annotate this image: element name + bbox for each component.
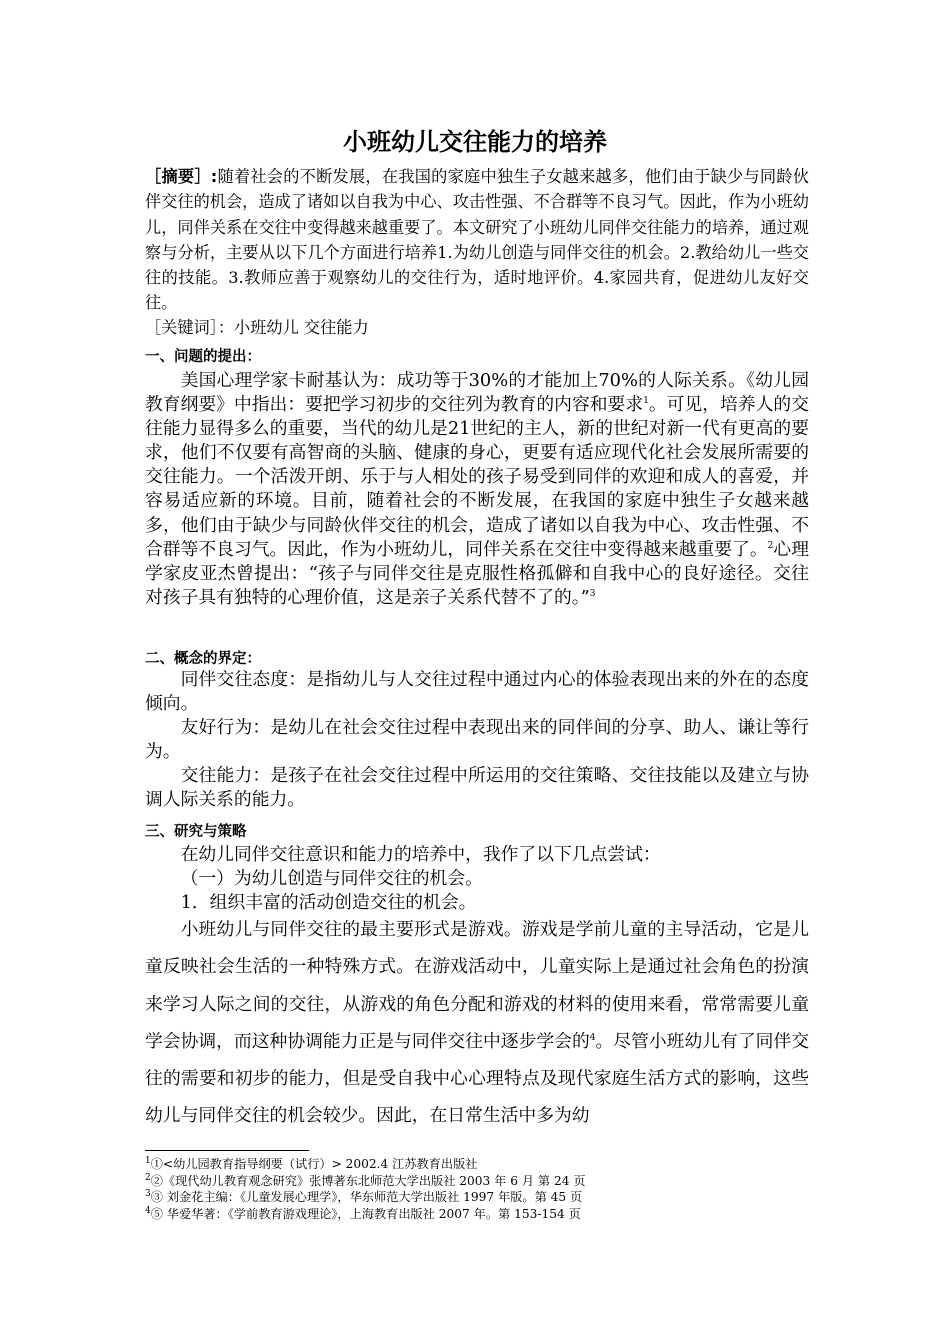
footnote-text: ⑤ 华爱华著：《学前教育游戏理论》，上海教育出版社 2007 年。第 153-154 页: [150, 1206, 581, 1221]
footnote-separator: [145, 1150, 309, 1151]
text-run: 小班幼儿与同伴交往的最主要形式是游戏。游戏是学前儿童的主导活动，它是儿童反映社会生活的一种特殊方式。在游戏活动中，儿童实际上是通过社会角色的扮演来学习人际之间的交往，从游戏的角色分配和游戏的材料的使用来看，常常需要儿童学会协调，而这种协调能力正是与同伴交往中逐步学会的: [145, 919, 809, 1052]
footnote: [145, 1156, 825, 1173]
keywords: [145, 316, 809, 340]
abstract: [145, 164, 809, 316]
abstract-text: 随着社会的不断发展，在我国的家庭中独生子女越来越多，他们由于缺少与同龄伙伴交往的机会，造成了诸如以自我为中心、攻击性强、不合群等不良习气。因此，作为小班幼儿，同伴关系在交往中变得越来越重要了。本文研究了小班幼儿同伴交往能力的培养，通过观察与分析，主要从以下几个方面进行培养1.为幼儿创造与同伴交往的机会。2.教给幼儿一些交往的技能。3.教师应善于观察幼儿的交往行为，适时地评价。4.家园共育，促进幼儿友好交往。: [145, 167, 809, 313]
footnotes: [145, 1156, 825, 1222]
paragraph: 同伴交往态度：是指幼儿与人交往过程中通过内心的体验表现出来的外在的态度倾向。: [145, 669, 809, 715]
footnote: [145, 1206, 825, 1223]
footnote-text: ②《现代幼儿教育观念研究》张博著东北师范大学出版社 2003 年 6 月 第 24 页: [150, 1173, 586, 1188]
footnote-mark: 2: [145, 1172, 151, 1183]
footnote-ref[interactable]: 1: [643, 396, 649, 407]
footnote-text: ①<幼儿园教育指导纲要（试行）> 2002.4 江苏教育出版社: [150, 1157, 478, 1171]
section-heading-1: 一、问题的提出：: [145, 349, 261, 365]
text-run: 美国心理学家卡耐基认为：成功等于30%的才能加上70%的人际关系。《幼儿园教育纲要》中指出：要把学习初步的交往列为教育的内容和要求: [145, 370, 809, 416]
keywords-label: ［关键词］：: [145, 318, 235, 337]
paragraph: [145, 911, 809, 1135]
abstract-label: ［摘要］:: [145, 167, 218, 186]
footnote-ref[interactable]: 2: [767, 540, 774, 551]
footnote-mark: 3: [145, 1189, 151, 1200]
footnote: [145, 1173, 825, 1190]
footnote: [145, 1189, 825, 1206]
text-run: 。尽管小班幼儿有了同伴交往的需要和初步的能力，但是受自我中心心理特点及现代家庭生活方式的影响，这些幼儿与同伴交往的机会较少。因此，在日常生活中多为幼: [145, 1030, 809, 1127]
paragraph: [145, 369, 809, 610]
text-run: 。可见，培养人的交往能力显得多么的重要，当代的幼儿是21世纪的主人，新的世纪对新一代有更高的要求，他们不仅要有高智商的头脑、健康的身心，更要有适应现代化社会发展所需要的交往能力。一个活泼开朗、乐于与人相处的孩子易受到同伴的欢迎和成人的喜爱，并容易适应新的环境。目前，随着社会的不断发展，在我国的家庭中独生子女越来越多，他们由于缺少与同龄伙伴交往的机会，造成了诸如以自我为中心、攻击性强、不合群等不良习气。因此，作为小班幼儿，同伴关系在交往中变得越来越重要了。: [145, 394, 809, 560]
footnote-ref[interactable]: 3: [589, 588, 596, 599]
paragraph: 1．组织丰富的活动创造交往的机会。: [180, 892, 477, 914]
footnote-ref[interactable]: 4: [589, 1032, 596, 1043]
paragraph: 在幼儿同伴交往意识和能力的培养中，我作了以下几点尝试：: [180, 844, 661, 865]
section-heading-2: 二、概念的界定：: [145, 651, 261, 667]
paragraph: 交往能力：是孩子在社会交往过程中所运用的交往策略、交往技能以及建立与协调人际关系的能力。: [145, 765, 809, 811]
section-3-intro: [145, 843, 809, 915]
section-1-body: [145, 369, 809, 610]
footnote-mark: 1: [145, 1155, 151, 1166]
keywords-text: 小班幼儿 交往能力: [234, 318, 369, 337]
footnote-mark: 4: [145, 1205, 151, 1216]
paragraph: （一）为幼儿创造与同伴交往的机会。: [180, 868, 483, 890]
section-3-body: [145, 911, 809, 1135]
text-run: 心理学家皮亚杰曾提出：“孩子与同伴交往是克服性格孤僻和自我中心的良好途径。交往对孩子具有独特的心理价值，这是亲子关系代替不了的。”: [145, 538, 809, 608]
paragraph: 友好行为：是幼儿在社会交往过程中表现出来的同伴间的分享、助人、谦让等行为。: [145, 717, 809, 763]
section-2-body: [145, 668, 809, 813]
paper-title: 小班幼儿交往能力的培养: [343, 128, 607, 156]
footnote-text: ③ 刘金花主编：《儿童发展心理学》，华东师范大学出版社 1997 年版。第 45 页: [150, 1190, 583, 1205]
section-heading-3: 三、研究与策略: [145, 824, 247, 840]
